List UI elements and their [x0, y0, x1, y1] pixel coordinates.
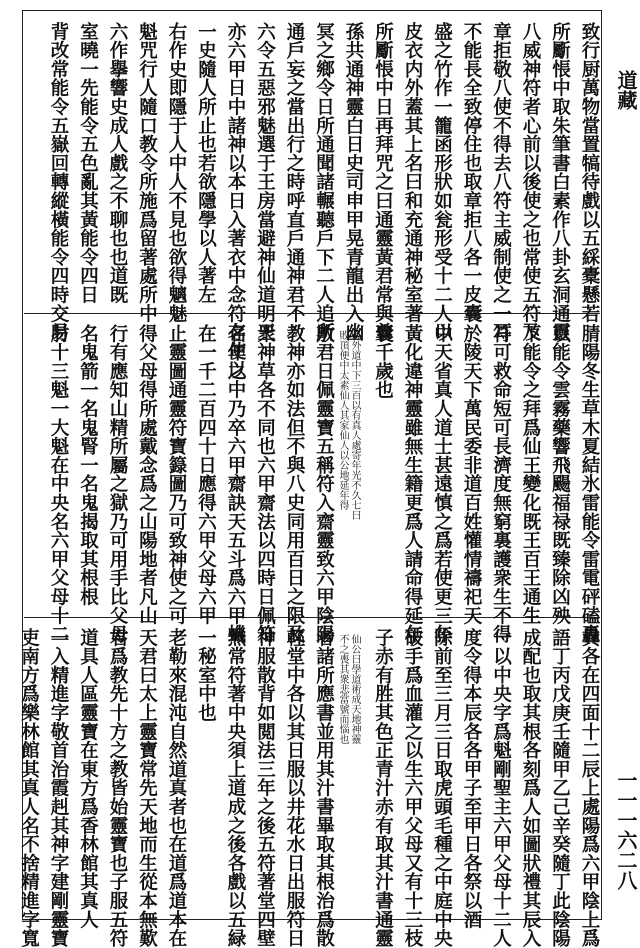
margin-title: 道藏 — [614, 70, 638, 110]
text-column: 得父母得所處戴念爲之山陽地者凡山 — [136, 324, 158, 625]
text-column: 道具人區靈寶在東方爲香林館其真人 — [77, 628, 99, 929]
text-column: 在一千二百四十日應得六甲父母六甲 — [195, 324, 217, 625]
text-column: 度令得本辰各各甲子至甲日各祭以酒 — [461, 628, 482, 929]
text-column: 老勒來混沌自然道真者也在道爲道本在 — [166, 628, 187, 948]
text-column: 六令五惡邪魅選于王房當避神仙道明王 — [254, 22, 276, 342]
text-column: 通戶妄之當出行之時呼直戶通神君不 — [284, 22, 305, 323]
text-column: 輕堂中各以其日服以井花水日出服符日 — [284, 628, 305, 948]
text-column: 八威神符者心前以後使之也常使五符及 — [520, 22, 541, 342]
text-column: 所斸悵中取朱筆書白素作八卦玄洞通靈 — [549, 22, 571, 342]
text-column: 孫共通神靈白日史司申甲晃青龍出入幽 — [343, 22, 364, 342]
text-column: 肘十三魁一大魁在中央名六甲父母十二 — [48, 324, 69, 644]
text-column: 破手爲血灌之以生六甲父母又有十三枝 — [402, 628, 423, 948]
text-column: 下能令之拜爲仙王變化既王百王通生 — [520, 324, 541, 625]
text-column: 冥之鄉令日所通聞諸輾聽戶下二人追所 — [313, 22, 335, 342]
text-column: 衆神草各不同也六甲齋法以四時日佩符 — [254, 324, 276, 644]
text-column: 皮衣内外蓋其上名曰和充通神秘室著 — [402, 22, 423, 323]
text-column: 吏南方爲樂林館其真人名不捨精進字寬 — [18, 628, 40, 948]
text-column: 不能長全致停住也取章拒八各一皮囊 — [461, 22, 482, 323]
annotation-note: 仙公曰學道術成天地神靈 — [349, 634, 360, 744]
text-column: 行有應知山精所屬之獄乃可用手比父母 — [107, 324, 128, 644]
text-column: 符可救命短可長濟度無窮裏護衆生不得 — [490, 324, 512, 644]
text-column: 無常符著中央須上道成之後各戲以五緑 — [225, 628, 246, 948]
text-column: 語丁丙戊庚壬隨甲乙己辛癸隨丁此陰陽 — [549, 628, 571, 948]
text-column: 成配也取其根各刻爲人如圖狀禮其辰入 — [520, 628, 541, 948]
text-column: 背改常能令五嶽回轉縱橫能令四時交易 — [48, 22, 69, 342]
text-column: 一史隨人所止也若欲隱學以人著左 — [195, 22, 217, 304]
text-column: 章拒敬八使不得去八符主威制使之一耳 — [490, 22, 512, 342]
text-column: 所斸悵中日再拜咒之曰通靈黃君常與曾 — [372, 22, 394, 342]
text-column: 以能令雲霧藥響飛颺福禄既臻除凶殃 — [549, 324, 571, 625]
text-column: 中天省真人道士甚遠慎之爲若使更三年 — [431, 324, 453, 644]
text-column: 亦六甲日中諸神以本日入著衣中念符存使以 — [225, 22, 246, 380]
annotation-note: 不之喪其衆悲當號而惱也 — [337, 634, 348, 744]
annotation-note: 孫外道中下三百以有真人處寄年光不久七曰 — [349, 330, 360, 520]
text-column: 神服散背如閲法三年之後五符著堂四壁 — [254, 628, 276, 948]
text-column: 止靈圖通靈符寶籙圖乃可致神使之可 — [166, 324, 187, 625]
text-column: 室曉一先能令五色亂其黃能令四日 — [77, 22, 99, 304]
text-column: 除前至三月三日取虎頭毛種之中庭中央 — [431, 628, 453, 948]
text-column: 於陵天下萬民委非道百姓懽情禱祀天 — [461, 324, 482, 625]
text-column: 右作史即隱于人中人不見也欲得魑魅 — [166, 22, 187, 323]
text-column: 教神亦如法但不與八史同用百日之限及 — [284, 324, 305, 644]
text-panel-middle — [24, 324, 600, 644]
text-column: 異各在四面十二辰上處陽爲六甲陰上爲 — [579, 628, 600, 948]
text-column: 天君曰太上靈寶常先天地而生從本無歎 — [136, 628, 158, 948]
text-column: 一秘室中也 — [195, 628, 217, 722]
text-column: 囊千歲也 — [372, 324, 394, 400]
text-column: 子赤有胜其色正青汁赤有取其汁書通靈 — [372, 628, 394, 948]
text-column: 腈陽冬生草木夏結氷雷能令雷電砰磕轟 — [579, 324, 600, 644]
text-column: 敷君日佩靈寶五稱符入齋靈致六甲陰陽 — [313, 324, 335, 644]
page-number: 一一一六二八 — [614, 770, 638, 890]
text-column: 一入精進字敬首治霞赳其神字建剛靈寶 — [48, 628, 69, 948]
text-column: 黃化違神靈雖無生籍更爲人請命得延年 — [402, 324, 423, 644]
text-panel-bottom — [18, 628, 600, 948]
text-column: 一以中央字爲魁剛聖主六甲父母十二人 — [490, 628, 512, 948]
text-column: 致行厨萬物當置犒待戲以五綵橐懸若 — [579, 22, 600, 323]
text-column: 六作擧響史成人戲之不聊也也道既 — [107, 22, 128, 304]
text-column: 者諸所應書並用其汁書畢取其根治爲散 — [313, 628, 335, 948]
text-column: 名鬼箭一名鬼腎一名鬼揭取其根根 — [77, 324, 99, 606]
annotation-note: 敗頂便中太素仙人其家仙人以公地延年得 — [337, 330, 348, 510]
text-column: 魁咒行人隨口教令所施爲留著處所中 — [136, 22, 158, 323]
text-column: 盛之竹作一籠函形狀如瓮形受十二人以 — [431, 22, 453, 342]
text-column: 君爲教先十方之教皆始靈寶也子服五符 — [107, 628, 128, 948]
text-column: 名年之中乃卒六甲齋訣天五斗爲六甲蟣 — [225, 324, 246, 644]
